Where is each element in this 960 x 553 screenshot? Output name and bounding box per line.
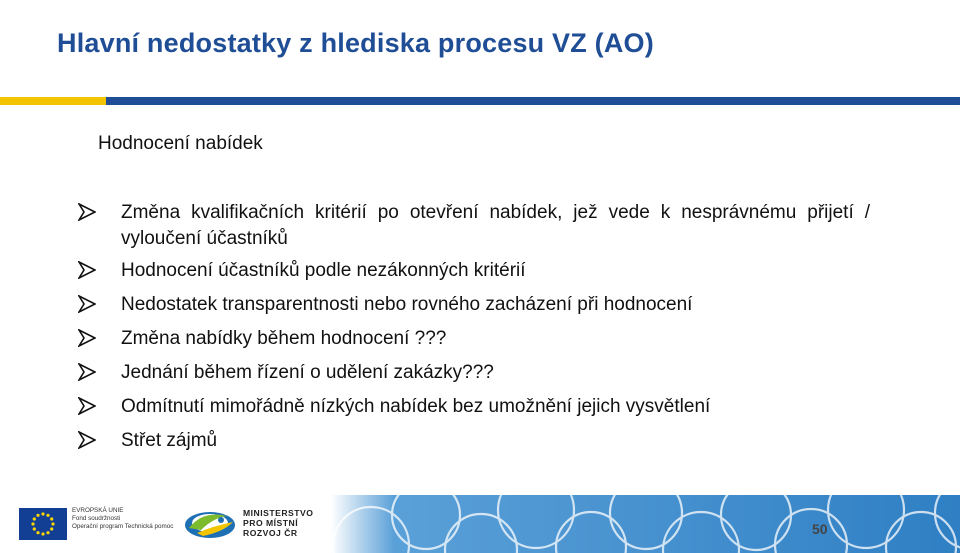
ministry-text-line: ROZVOJ ČR (243, 528, 298, 538)
bullet-item (78, 394, 878, 420)
arrow-bullet-icon (78, 203, 96, 221)
bullet-text: Změna kvalifikačních kritérií po otevření nabídek, jež vede k nesprávnému přijetí / vyloučení účastníků (121, 202, 870, 249)
underline-blue-segment (106, 97, 960, 105)
arrow-bullet-icon (78, 295, 96, 313)
underline-yellow-segment (0, 97, 106, 105)
page-number: 50 (812, 521, 828, 537)
bullet-text: Jednání během řízení o udělení zakázky??? (121, 362, 494, 383)
ministry-text (243, 508, 313, 538)
section-heading: Hodnocení nabídek (98, 133, 263, 154)
bullet-text: Střet zájmů (121, 430, 218, 451)
arrow-bullet-icon (78, 397, 96, 415)
eu-text-line: Operační program Technická pomoc (72, 523, 174, 530)
eu-flag-logo (19, 508, 67, 540)
bullet-list (78, 200, 878, 462)
arrow-bullet-icon (78, 431, 96, 449)
arrow-bullet-icon (78, 329, 96, 347)
bullet-item (78, 258, 878, 284)
bullet-text: Změna nabídky během hodnocení ??? (121, 328, 447, 349)
bullet-text: Odmítnutí mimořádně nízkých nabídek bez umožnění jejich vysvětlení (121, 396, 711, 417)
eu-text-line: EVROPSKÁ UNIE (72, 507, 124, 514)
footer-circle-pattern (331, 495, 960, 553)
bullet-item (78, 360, 878, 386)
slide-title: Hlavní nedostatky z hlediska procesu VZ (AO) (57, 28, 654, 58)
bullet-item (78, 200, 878, 252)
bullet-text: Nedostatek transparentnosti nebo rovného zacházení při hodnocení (121, 294, 693, 315)
ministry-text-line: MINISTERSTVO (243, 508, 314, 518)
arrow-bullet-icon (78, 363, 96, 381)
bullet-item (78, 292, 878, 318)
bullet-text: Hodnocení účastníků podle nezákonných kritérií (121, 260, 526, 281)
eu-text-line: Fond soudržnosti (72, 515, 121, 522)
ministry-text-line: PRO MÍSTNÍ (243, 518, 299, 528)
bullet-item (78, 428, 878, 454)
ministry-logo (183, 506, 238, 542)
title-underline-bar (0, 97, 960, 105)
arrow-bullet-icon (78, 261, 96, 279)
bullet-item (78, 326, 878, 352)
eu-text (72, 507, 182, 531)
